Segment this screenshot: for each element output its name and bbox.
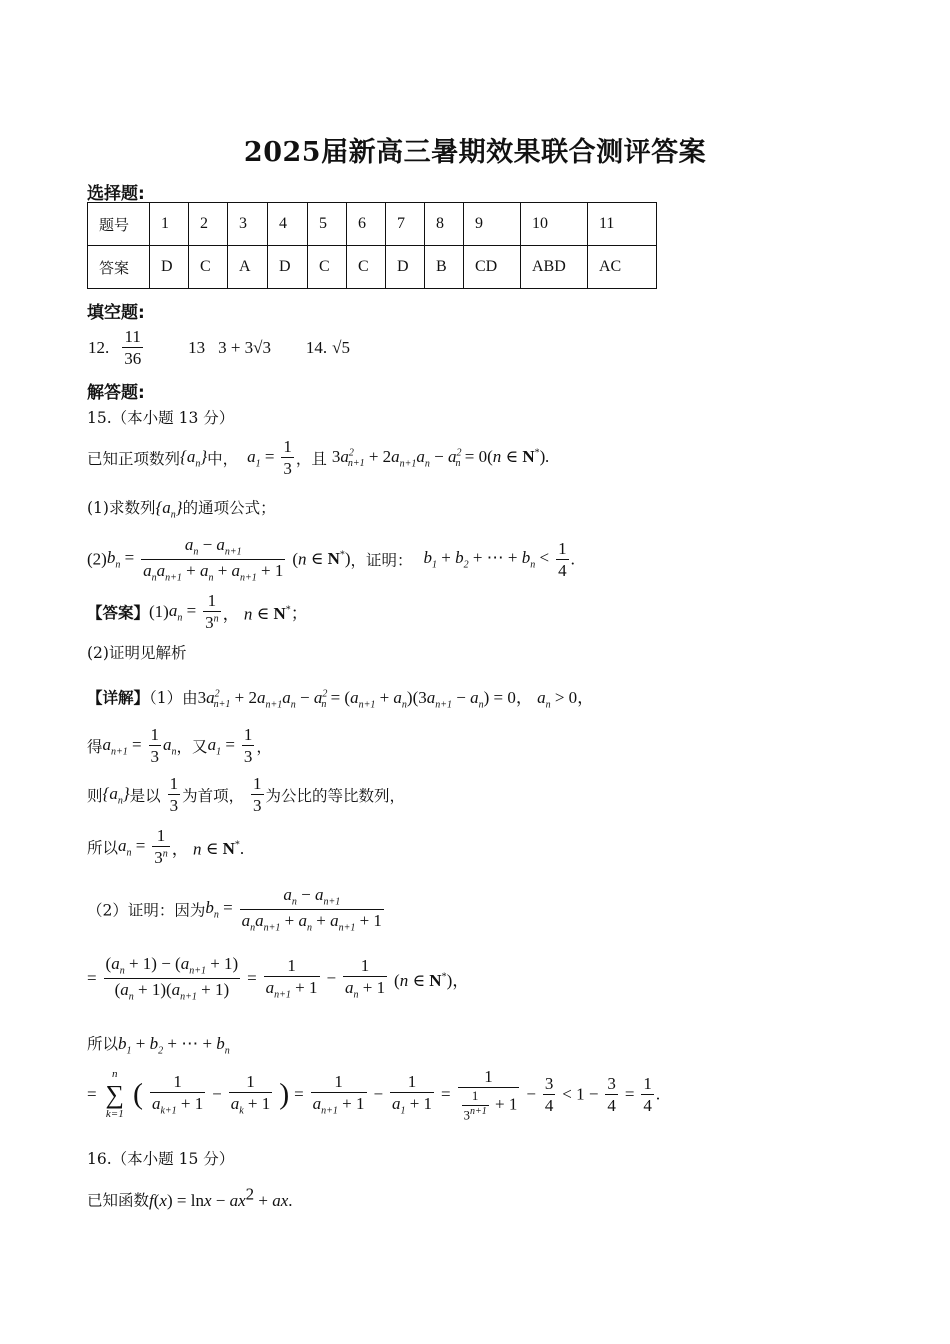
table-cell: 11 [588, 203, 657, 246]
q15-part1-suffix: 的通项公式； [182, 499, 276, 517]
q15-given: 已知正项数列$\{a_n\}$中， $a_1$ = $\frac{1}{3}$ ，且 $3a^2_{n+1} + 2a_{n+1}a_n - a^2_n = 0(n$ ∈ N*). [87, 437, 550, 479]
detail-common-ratio: 为公比的等比数列， [265, 786, 406, 805]
q13-label: 13 [188, 337, 206, 357]
answer-table [87, 202, 657, 289]
table-cell: C [347, 246, 386, 289]
proof-so-sum: 所以 [87, 1035, 119, 1053]
q15-detail-2: 得$a_{n+1}$ = $\frac{1}{3}$ $a_n$，又$a_1$ = $\frac{1}{3}$ ， [87, 725, 272, 767]
table-cell: 6 [347, 203, 386, 246]
table-header-answer: 答案 [88, 246, 150, 289]
q15-given-and: ，且 [295, 449, 327, 468]
q15-detail-1: 【详解】（1）由$3a^2_{n+1} + 2a_{n+1}a_n - a^2_n = (a_{n+1} + a_n)(3a_{n+1} - a_n) = 0$， $a_n > 0$， [87, 688, 595, 711]
table-cell: 8 [425, 203, 464, 246]
table-cell: ABD [521, 246, 588, 289]
table-cell: 7 [386, 203, 425, 246]
table-cell: 4 [268, 203, 308, 246]
detail-is-first: 是以 [129, 786, 161, 805]
answer-part1: (1) [149, 601, 169, 621]
q15-part2: $(2)b_n$ = $\frac{a_n - a_{n+1}}{a_na_{n+1} + a_n + a_{n+1} + 1}$ (n ∈ N*)，证明： $b_1 + b_2$ + ⋯ + $b_n$ < $\frac{1}{4}$ . [87, 535, 575, 584]
q15-proof-2: = $\frac{(a_n + 1) - (a_{n+1} + 1)}{(a_n + 1)(a_{n+1} + 1)}$ = $\frac{1}{a_{n+1} + 1}$ − $\frac{1}{a_n + 1}$ (n ∈ N*)， [87, 954, 470, 1003]
q15-answer-part2: (2)证明见解析 [87, 644, 187, 662]
table-header-number: 题号 [88, 203, 150, 246]
detail-tag: 【详解】 [87, 688, 150, 707]
q15-answer: 【答案】$(1)a_n$ = $\frac{1}{3^n}$ ， n ∈ N*； [87, 591, 308, 633]
q15-proof-1: （2）证明：因为$b_n$ = $\frac{a_n - a_{n+1}}{a_na_{n+1} + a_n + a_{n+1} + 1}$ [87, 885, 382, 934]
table-cell: D [150, 246, 189, 289]
q12-denominator: 36 [124, 349, 142, 369]
detail-so: 所以 [87, 838, 119, 857]
q16-given: 已知函数$f(x) = \ln x - ax^2$ + ax. [87, 1184, 293, 1210]
table-cell: CD [464, 246, 521, 289]
q12-fraction [122, 326, 143, 370]
detail-then: 则 [87, 786, 103, 805]
q16-heading: 16.（本小题 15 分） [87, 1150, 235, 1168]
q15-given-prefix: 已知正项数列 [87, 449, 181, 468]
q13-value: 3 + 3√3 [218, 337, 271, 357]
q15-proof-4: = n ∑ k=1 ( $\frac{1}{a_{k+1} + 1}$ − $\frac{1}{a_k + 1}$ ) = $\frac{1}{a_{n+1} + 1}$ − $\frac{1}{a_1 + 1}$ = 1 $\frac{1}{3^{n+1}}$ + 1 − $\frac{3}{4}$ < 1 − $\frac{3}{4}$ = $\frac{1}{4}$ . [87, 1067, 661, 1122]
q15-given-mid: 中， [207, 449, 239, 468]
table-row-numbers [88, 203, 657, 246]
detail-1-text: （1）由 [149, 689, 198, 707]
q15-proof-3: 所以$b_1 + b_2$ + ⋯ + $b_n$ [87, 1034, 230, 1057]
q15-prove-label: ，证明： [350, 551, 413, 570]
section-fill: 填空题: [87, 303, 145, 323]
answer-tag: 【答案】 [87, 602, 150, 622]
q12-numerator: 11 [122, 326, 143, 348]
table-cell: 9 [464, 203, 521, 246]
proof-intro: （2）证明：因为 [87, 901, 206, 920]
q12-label: 12. [88, 337, 110, 357]
table-cell: 2 [189, 203, 228, 246]
table-cell: 3 [228, 203, 268, 246]
table-row-answers [88, 246, 657, 289]
table-cell: C [308, 246, 347, 289]
table-cell: B [425, 246, 464, 289]
q15-detail-3: 则$\{a_n\}$是以 $\frac{1}{3}$ 为首项， $\frac{1}{3}$ 为公比的等比数列， [87, 774, 406, 816]
table-cell: 1 [150, 203, 189, 246]
table-cell: D [268, 246, 308, 289]
q16-given-text: 已知函数 [87, 1191, 150, 1210]
detail-first-term: 为首项， [182, 786, 245, 805]
q15-part1: (1)求数列$\{a_n\}$的通项公式； [87, 498, 276, 521]
q15-heading: 15.（本小题 13 分） [87, 409, 235, 427]
section-choice: 选择题: [87, 184, 145, 204]
fill-answers [88, 326, 350, 370]
page-title: 2025届新高三暑期效果联合测评答案 [243, 137, 707, 168]
detail-also: ，又 [176, 737, 208, 756]
detail-get: 得 [87, 737, 103, 756]
table-cell: D [386, 246, 425, 289]
q14-label: 14. [305, 337, 328, 357]
q15-detail-4: 所以$a_n$ = $\frac{1}{3^n}$ ， n ∈ N*. [87, 826, 245, 868]
section-solve: 解答题: [87, 383, 145, 403]
table-cell: AC [588, 246, 657, 289]
table-cell: 10 [521, 203, 588, 246]
table-cell: 5 [308, 203, 347, 246]
table-cell: A [228, 246, 268, 289]
table-cell: C [189, 246, 228, 289]
q14-value: √5 [332, 337, 350, 357]
q15-part1-text: (1)求数列 [87, 499, 156, 517]
